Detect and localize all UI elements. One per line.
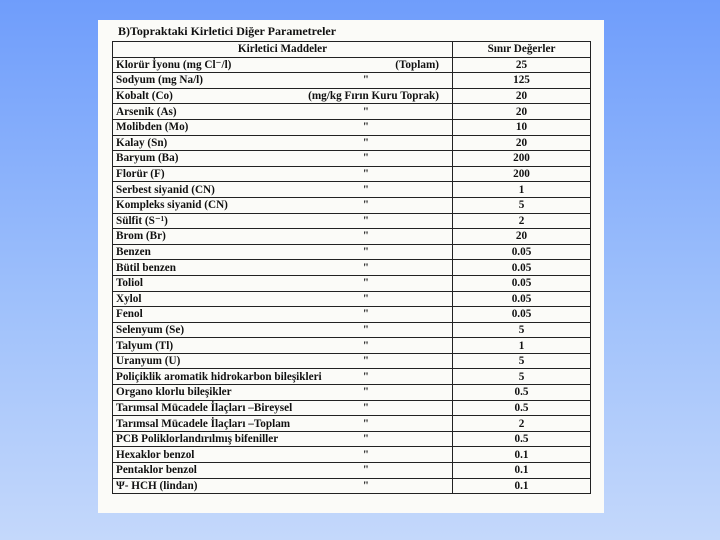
table-row [113,244,591,260]
pollutant-name: Organo klorlu bileşikler [116,386,232,399]
pollutant-cell [113,213,453,229]
pollutant-cell [113,197,453,213]
limit-value: 0.05 [453,260,591,276]
pollutant-cell [113,369,453,385]
table-row [113,197,591,213]
limit-value: 0.5 [453,431,591,447]
pollutant-unit: " [362,246,369,259]
pollutant-name: Baryum (Ba) [116,152,179,165]
pollutant-name: Pentaklor benzol [116,464,197,477]
pollutant-unit: " [362,277,369,290]
limit-value: 0.05 [453,244,591,260]
pollutant-unit: " [362,292,369,305]
table-row [113,400,591,416]
pollutant-unit: " [362,308,369,321]
table-row [113,338,591,354]
limit-value: 20 [453,135,591,151]
pollutant-unit: (Toplam) [395,58,439,71]
table-body [113,57,591,494]
pollutant-cell [113,229,453,245]
pollutant-name: Sodyum (mg Na/l) [116,74,204,87]
pollutant-cell [113,275,453,291]
table-row [113,478,591,494]
pollutant-name: Kompleks siyanid (CN) [116,199,228,212]
limit-value: 0.5 [453,400,591,416]
pollutant-name: Molibden (Mo) [116,121,189,134]
header-pollutants: Kirletici Maddeler [113,42,453,58]
pollutant-cell [113,400,453,416]
limit-value: 2 [453,213,591,229]
pollutant-unit: " [362,74,369,87]
table-row [113,353,591,369]
pollutant-cell [113,322,453,338]
table-row [113,213,591,229]
pollutant-name: Hexaklor benzol [116,448,195,461]
limit-value: 200 [453,151,591,167]
pollutant-name: Toliol [116,277,143,290]
pollutant-name: Tarımsal Mücadele İlaçları –Bireysel [116,401,293,414]
pollutant-name: Kobalt (Co) [116,90,173,103]
table-row [113,166,591,182]
limit-value: 5 [453,322,591,338]
pollutant-unit: " [362,464,369,477]
limit-value: 20 [453,88,591,104]
table-row [113,151,591,167]
limit-value: 1 [453,182,591,198]
pollutant-unit: " [362,323,369,336]
pollutant-name: Arsenik (As) [116,105,177,118]
table-row [113,73,591,89]
scanned-document [98,20,604,513]
pollutant-name: Poliçiklik aromatik hidrokarbon bileşikleri [116,370,322,383]
pollutant-name: Xylol [116,292,142,305]
pollutant-name: PCB Poliklorlandırılmış bifeniller [116,433,279,446]
pollutant-cell [113,447,453,463]
table-row [113,229,591,245]
pollutant-name: Florür (F) [116,168,165,181]
pollutant-cell [113,260,453,276]
pollutant-unit: " [362,355,369,368]
pollutant-unit: " [362,230,369,243]
limit-value: 0.05 [453,307,591,323]
pollutant-name: Klorür İyonu (mg Cl⁻/l) [116,58,232,71]
pollutant-unit: " [362,448,369,461]
pollutant-unit: " [362,401,369,414]
table-row [113,119,591,135]
pollutant-cell [113,431,453,447]
limit-value: 20 [453,229,591,245]
table-row [113,322,591,338]
table-row [113,416,591,432]
table-row [113,88,591,104]
pollutant-cell [113,478,453,494]
limit-value: 0.05 [453,275,591,291]
pollutant-cell [113,151,453,167]
table-row [113,182,591,198]
table-row [113,431,591,447]
pollutant-cell [113,338,453,354]
pollutant-name: Brom (Br) [116,230,166,243]
table-row [113,57,591,73]
pollutant-cell [113,307,453,323]
header-limit-values: Sınır Değerler [453,42,591,58]
pollutant-unit: " [362,214,369,227]
table-row [113,463,591,479]
limit-value: 25 [453,57,591,73]
table-row [113,104,591,120]
parameters-table [112,41,591,494]
pollutant-unit: " [362,261,369,274]
table-row [113,275,591,291]
pollutant-cell [113,135,453,151]
pollutant-unit: " [362,386,369,399]
pollutant-unit: " [362,417,369,430]
pollutant-unit: " [362,370,369,383]
limit-value: 200 [453,166,591,182]
pollutant-cell [113,88,453,104]
pollutant-name: Tarımsal Mücadele İlaçları –Toplam [116,417,291,430]
pollutant-cell [113,385,453,401]
limit-value: 2 [453,416,591,432]
limit-value: 1 [453,338,591,354]
pollutant-name: Uranyum (U) [116,355,181,368]
table-header-row [113,42,591,58]
table-row [113,135,591,151]
pollutant-unit: " [362,121,369,134]
pollutant-name: Fenol [116,308,143,321]
table-row [113,369,591,385]
pollutant-unit: " [362,183,369,196]
pollutant-cell [113,73,453,89]
pollutant-unit: " [362,168,369,181]
pollutant-name: Sülfit (S⁻¹) [116,214,168,227]
pollutant-unit: " [362,152,369,165]
pollutant-unit: " [362,105,369,118]
pollutant-cell [113,182,453,198]
table-row [113,260,591,276]
table-row [113,385,591,401]
limit-value: 10 [453,119,591,135]
pollutant-unit: (mg/kg Fırın Kuru Toprak) [308,90,439,103]
pollutant-name: Serbest siyanid (CN) [116,183,215,196]
table-row [113,307,591,323]
pollutant-name: Benzen [116,246,151,259]
pollutant-unit: " [362,433,369,446]
pollutant-cell [113,353,453,369]
pollutant-cell [113,416,453,432]
pollutant-name: Ψ- HCH (lindan) [116,479,198,492]
limit-value: 20 [453,104,591,120]
limit-value: 5 [453,369,591,385]
pollutant-unit: " [362,339,369,352]
table-row [113,447,591,463]
limit-value: 0.1 [453,447,591,463]
pollutant-name: Talyum (Tl) [116,339,174,352]
pollutant-cell [113,244,453,260]
pollutant-cell [113,57,453,73]
limit-value: 0.5 [453,385,591,401]
pollutant-unit: " [362,136,369,149]
pollutant-name: Kalay (Sn) [116,136,168,149]
limit-value: 5 [453,353,591,369]
limit-value: 0.1 [453,478,591,494]
pollutant-cell [113,119,453,135]
limit-value: 5 [453,197,591,213]
table-row [113,291,591,307]
document-title: B)Topraktaki Kirletici Diğer Parametreler [118,24,337,38]
limit-value: 0.1 [453,463,591,479]
pollutant-cell [113,463,453,479]
pollutant-cell [113,291,453,307]
pollutant-unit: " [362,199,369,212]
pollutant-cell [113,166,453,182]
pollutant-unit: " [362,479,369,492]
limit-value: 0.05 [453,291,591,307]
pollutant-name: Bütil benzen [116,261,176,274]
pollutant-name: Selenyum (Se) [116,323,185,336]
limit-value: 125 [453,73,591,89]
pollutant-cell [113,104,453,120]
